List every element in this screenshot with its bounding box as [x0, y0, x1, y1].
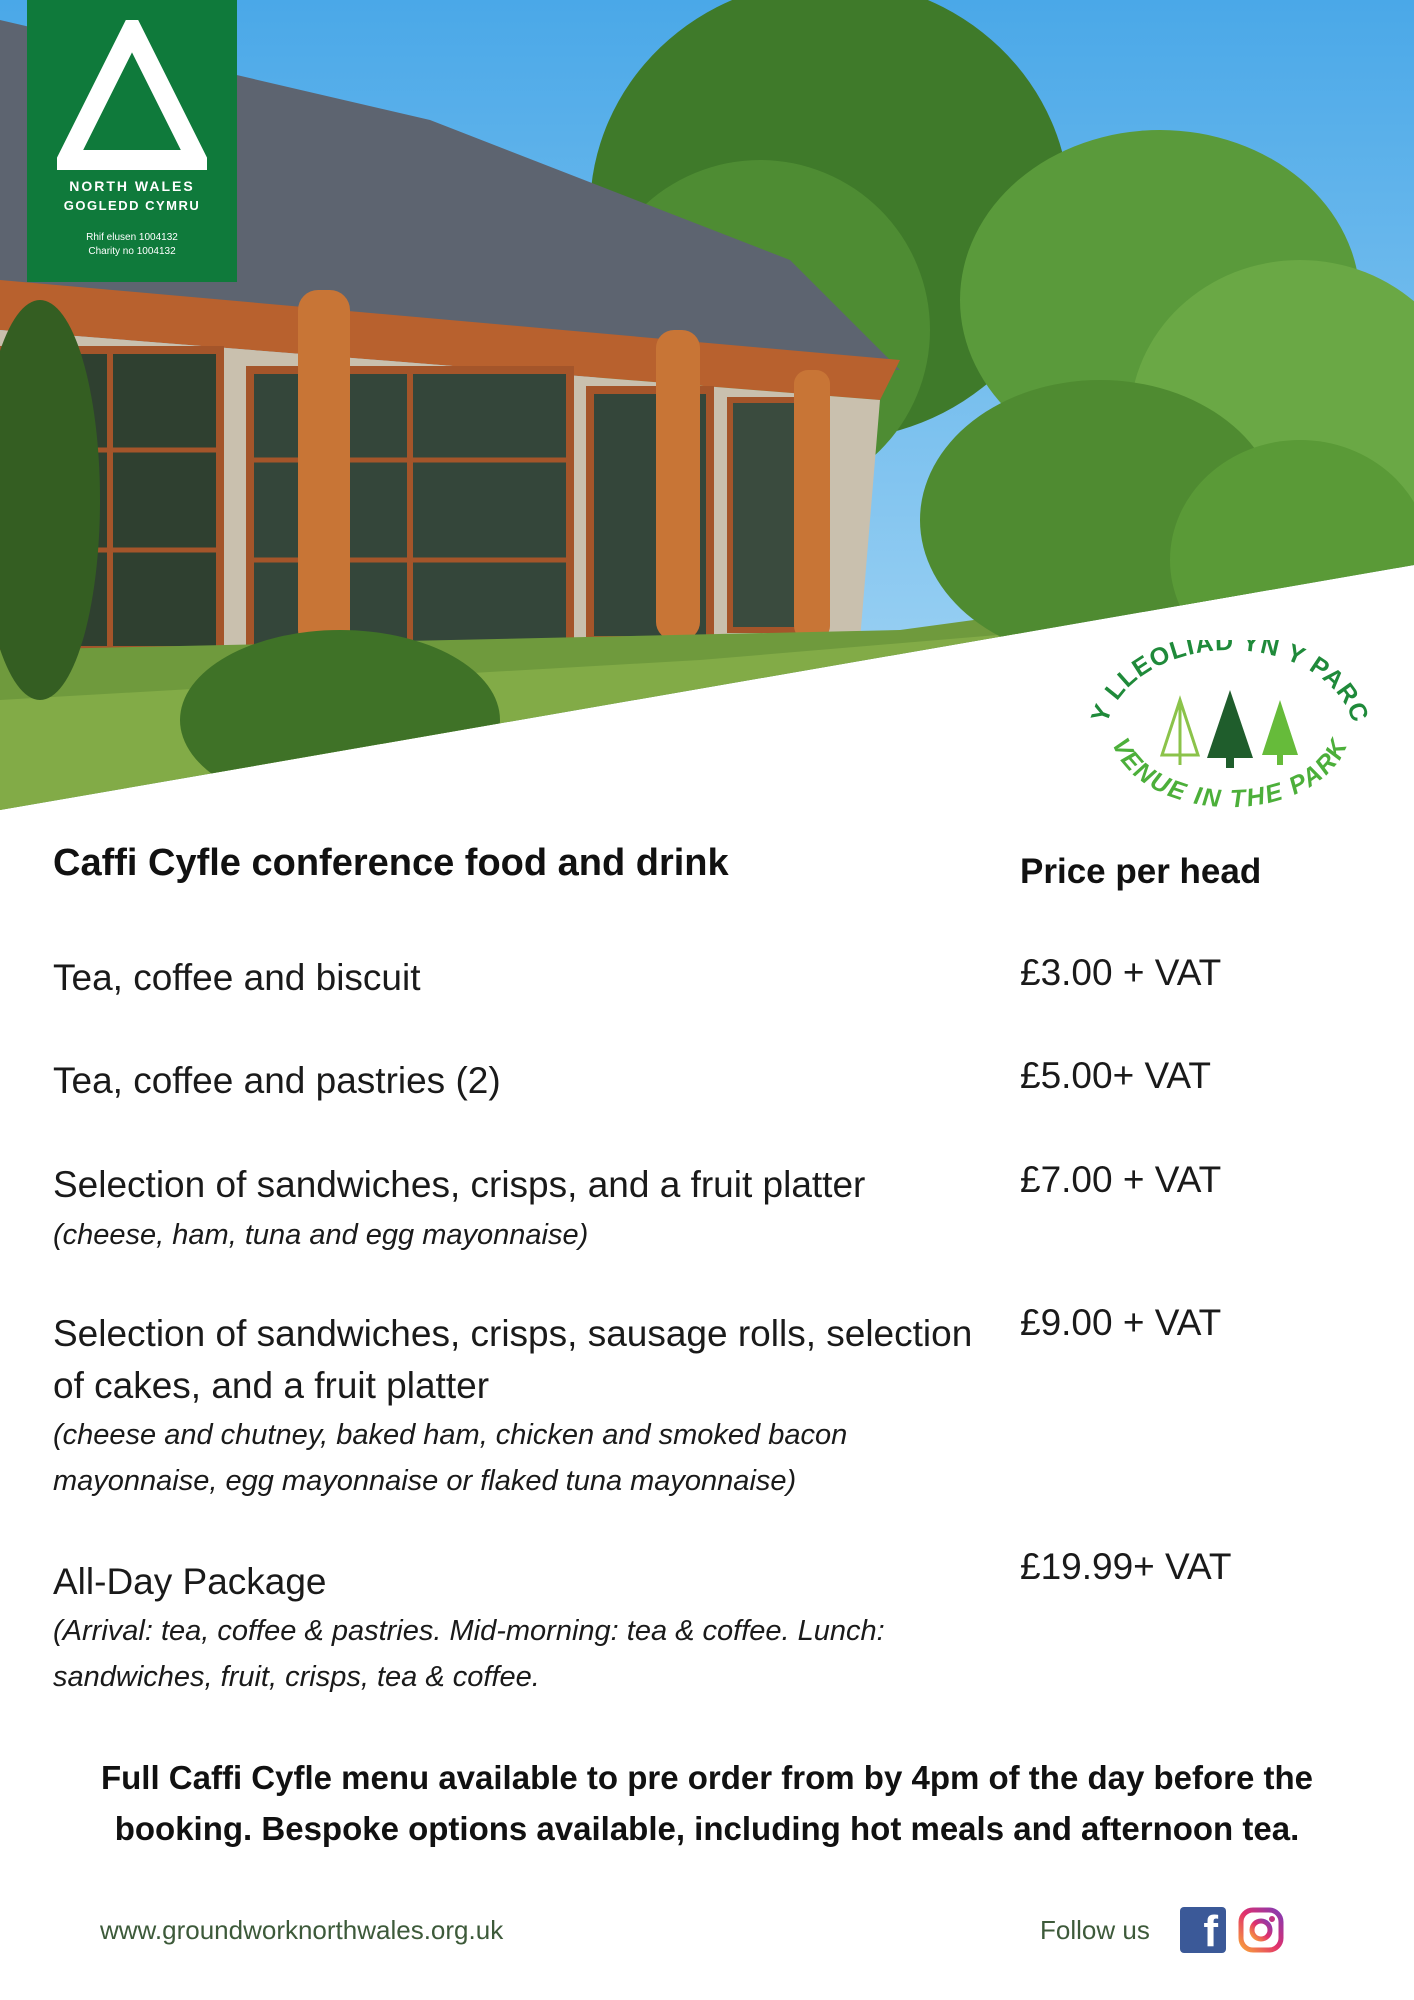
menu-title: Caffi Cyfle conference food and drink [53, 842, 729, 884]
menu-item-name: All-Day Package [53, 1561, 327, 1602]
venue-in-the-park-badge [1080, 640, 1380, 820]
menu-item-name: Selection of sandwiches, crisps, sausage rolls, selection of cakes, and a fruit platter [53, 1313, 973, 1406]
menu-item-price: £3.00 + VAT [1020, 952, 1222, 993]
menu-item-detail: (cheese, ham, tuna and egg mayonnaise) [53, 1219, 589, 1251]
menu-item-price: £19.99+ VAT [1020, 1546, 1232, 1587]
menu-item-detail: (Arrival: tea, coffee & pastries. Mid-morning: tea & coffee. Lunch: sandwiches, fruit, crisps, tea & coffee. [53, 1615, 885, 1693]
logo-charity-en: Charity no 1004132 [88, 246, 176, 257]
badge-top-text: Y LLEOLIAD YN Y PARC [1085, 640, 1375, 727]
tree-icon [1207, 690, 1253, 768]
groundwork-triangle-icon [57, 20, 207, 170]
price-header: Price per head [1020, 852, 1262, 891]
menu-item-name: Selection of sandwiches, crisps, and a fruit platter [53, 1164, 866, 1205]
logo-charity-cy: Rhif elusen 1004132 [86, 232, 178, 243]
badge-illustration [1080, 640, 1380, 820]
menu-item-price: £9.00 + VAT [1020, 1302, 1222, 1343]
facebook-icon[interactable]: f [1180, 1907, 1226, 1953]
menu-item-name: Tea, coffee and pastries (2) [53, 1060, 501, 1101]
instagram-icon[interactable] [1237, 1906, 1285, 1954]
preorder-note: Full Caffi Cyfle menu available to pre order from by 4pm of the day before the booking. Bespoke options available, including hot meals and afternoon tea. [100, 1759, 1314, 1847]
follow-us-label: Follow us [1040, 1915, 1150, 1945]
logo-region-en: NORTH WALES [69, 178, 195, 194]
groundwork-logo [27, 0, 237, 282]
menu-item-name: Tea, coffee and biscuit [53, 957, 421, 998]
badge-bottom-text: VENUE IN THE PARK [1106, 733, 1354, 814]
menu-item-price: £7.00 + VAT [1020, 1159, 1222, 1200]
menu-item-price: £5.00+ VAT [1020, 1055, 1211, 1096]
website-link[interactable]: www.groundworknorthwales.org.uk [100, 1915, 504, 1945]
tree-icon [1162, 700, 1198, 765]
tree-icon [1262, 700, 1298, 765]
logo-region-cy: GOGLEDD CYMRU [63, 198, 201, 213]
menu-item-detail: (cheese and chutney, baked ham, chicken and smoked bacon mayonnaise, egg mayonnaise or flaked tuna mayonnaise) [53, 1419, 848, 1497]
